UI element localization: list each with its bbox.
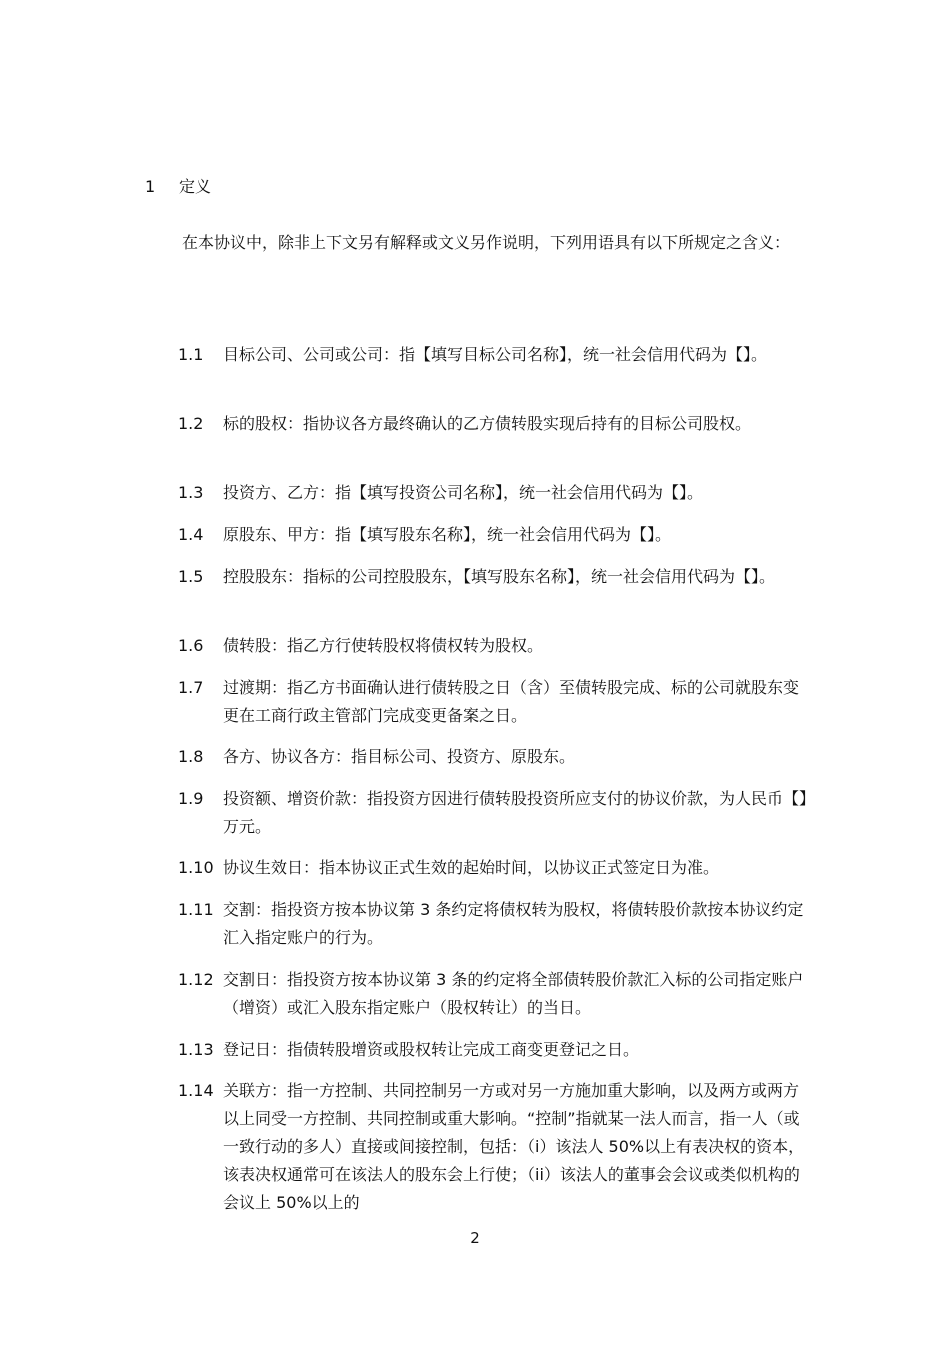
clause-1-12 [178, 966, 818, 1022]
clause-text: 交割日：指投资方按本协议第 3 条的约定将全部债转股价款汇入标的公司指定账户（增资）或汇入股东指定账户（股权转让）的当日。 [223, 970, 804, 1017]
clause-text: 协议生效日：指本协议正式生效的起始时间，以协议正式签定日为准。 [223, 858, 720, 877]
clause-text: 债转股：指乙方行使转股权将债权转为股权。 [223, 636, 544, 655]
clause-1-3 [178, 479, 818, 507]
clause-text: 标的股权：指协议各方最终确认的乙方债转股实现后持有的目标公司股权。 [223, 414, 752, 433]
clause-text: 过渡期：指乙方书面确认进行债转股之日（含）至债转股完成、标的公司就股东变更在工商行政主管部门完成变更备案之日。 [223, 678, 800, 725]
clause-number: 1.12 [178, 970, 214, 989]
clause-1-2 [178, 410, 818, 438]
clause-number: 1.7 [178, 678, 204, 697]
clause-number: 1.8 [178, 747, 204, 766]
clause-number: 1.1 [178, 345, 204, 364]
clause-number: 1.10 [178, 858, 214, 877]
clause-1-4 [178, 521, 818, 549]
clause-text: 投资额、增资价款：指投资方因进行债转股投资所应支付的协议价款，为人民币【】万元。 [223, 789, 808, 836]
clause-1-14 [178, 1077, 818, 1217]
clause-1-11 [178, 896, 818, 952]
clause-number: 1.14 [178, 1081, 214, 1100]
clause-number: 1.13 [178, 1040, 214, 1059]
clause-1-1 [178, 341, 818, 369]
clause-text: 投资方、乙方：指【填写投资公司名称】，统一社会信用代码为【】。 [223, 483, 704, 502]
page-number: 2 [470, 1229, 480, 1247]
clause-number: 1.3 [178, 483, 204, 502]
clause-1-8 [178, 743, 818, 771]
clause-text: 原股东、甲方：指【填写股东名称】，统一社会信用代码为【】。 [223, 525, 672, 544]
clause-1-6 [178, 632, 818, 660]
clause-1-7 [178, 674, 818, 730]
clause-text: 各方、协议各方：指目标公司、投资方、原股东。 [223, 747, 576, 766]
clause-1-9 [178, 785, 818, 841]
clause-text: 目标公司、公司或公司：指【填写目标公司名称】，统一社会信用代码为【】。 [223, 345, 768, 364]
clause-number: 1.2 [178, 414, 204, 433]
section-number: 1 [145, 177, 156, 196]
clause-text: 登记日：指债转股增资或股权转让完成工商变更登记之日。 [223, 1040, 640, 1059]
clause-text: 关联方：指一方控制、共同控制另一方或对另一方施加重大影响，以及两方或两方以上同受一方控制、共同控制或重大影响。“控制”指就某一法人而言，指一人（或一致行动的多人）直接或间接控制，包括：（i）该法人 50%以上有表决权的资本，该表决权通常可在该法人的股东会上行使；（ii）该法人的董事会会议或类似机构的会议上 50%以上的 [223, 1081, 805, 1212]
clause-number: 1.5 [178, 567, 204, 586]
clause-1-13 [178, 1036, 818, 1064]
clause-number: 1.6 [178, 636, 204, 655]
clause-1-5 [178, 563, 818, 591]
clause-number: 1.4 [178, 525, 204, 544]
section-title: 定义 [179, 177, 212, 196]
clause-number: 1.11 [178, 900, 214, 919]
clause-1-10 [178, 854, 818, 882]
section-heading [145, 176, 211, 198]
clause-text: 控股股东：指标的公司控股股东，【填写股东名称】，统一社会信用代码为【】。 [223, 567, 776, 586]
clause-number: 1.9 [178, 789, 204, 808]
clause-text: 交割：指投资方按本协议第 3 条约定将债权转为股权，将债转股价款按本协议约定汇入指定账户的行为。 [223, 900, 804, 947]
intro-paragraph: 在本协议中，除非上下文另有解释或文义另作说明，下列用语具有以下所规定之含义： [182, 233, 791, 252]
